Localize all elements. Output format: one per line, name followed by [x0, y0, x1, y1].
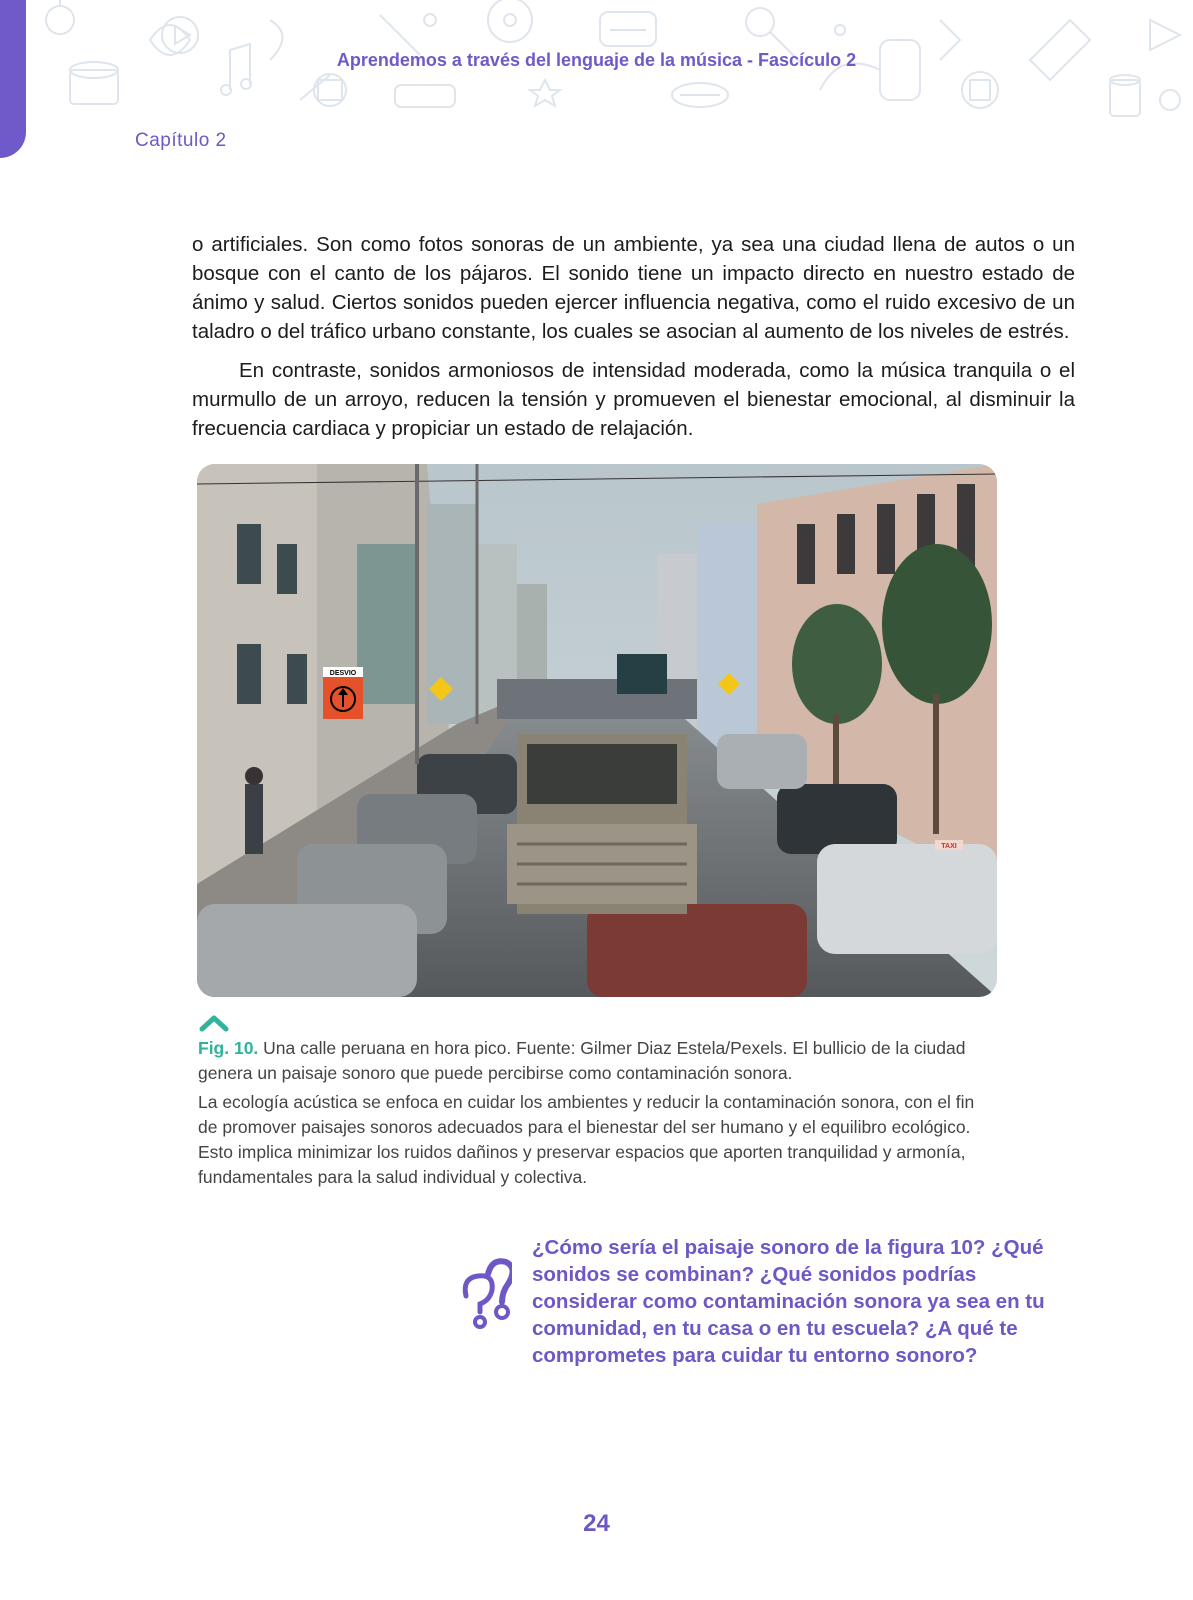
figure-caption-extra: La ecología acústica se enfoca en cuidar los ambientes y reducir la contaminación sonora, con el fin de promover paisajes sonoros adecuados para el bienestar del ser humano y el equilibro ecológico. Esto implica minimizar los ruidos dañinos y preservar espacios que aporten tranquilidad y armonía, fundamentales para la salud individual y colectiva. — [198, 1092, 975, 1187]
header-title: Aprendemos a través del lenguaje de la música - Fascículo 2 — [336, 50, 857, 70]
traffic-street-photo — [197, 464, 997, 997]
page-number: 24 — [583, 1510, 610, 1537]
body-paragraph-2: En contraste, sonidos armoniosos de intensidad moderada, como la música tranquila o el murmullo de un arroyo, reducen la tensión y promueven el bienestar emocional, al disminuir la frecuencia cardiaca y propiciar un estado de relajación. — [192, 359, 1075, 440]
reflection-question: ¿Cómo sería el paisaje sonoro de la figura 10? ¿Qué sonidos se combinan? ¿Qué sonidos podrías considerar como contaminación sonora ya sea en tu comunidad, en tu casa o en tu escuela? ¿A qué te comprometes para cuidar tu entorno sonoro? — [532, 1236, 1045, 1367]
chapter-label: Capítulo 2 — [135, 130, 227, 151]
caret-up-icon — [198, 1013, 230, 1033]
question-marks-icon — [456, 1256, 512, 1346]
body-paragraph-1: o artificiales. Son como fotos sonoras de un ambiente, ya sea una ciudad llena de autos o un bosque con el canto de los pájaros. El sonido tiene un impacto directo en nuestro estado de ánimo y salud. Ciertos sonidos pueden ejercer influencia negativa, como el ruido excesivo de un taladro o del tráfico urbano constante, los cuales se asocian al aumento de los niveles de estrés. — [192, 233, 1075, 343]
taxi-sign-text: TAXI — [941, 843, 957, 850]
sign-desvio-text: DESVIO — [329, 670, 357, 677]
figure-caption-text: Una calle peruana en hora pico. Fuente: Gilmer Diaz Estela/Pexels. El bullicio de la ciudad genera un paisaje sonoro que puede percibirse como contaminación sonora. — [198, 1038, 966, 1083]
figure-caption — [198, 1036, 998, 1086]
figure-label: Fig. 10. — [198, 1038, 259, 1058]
